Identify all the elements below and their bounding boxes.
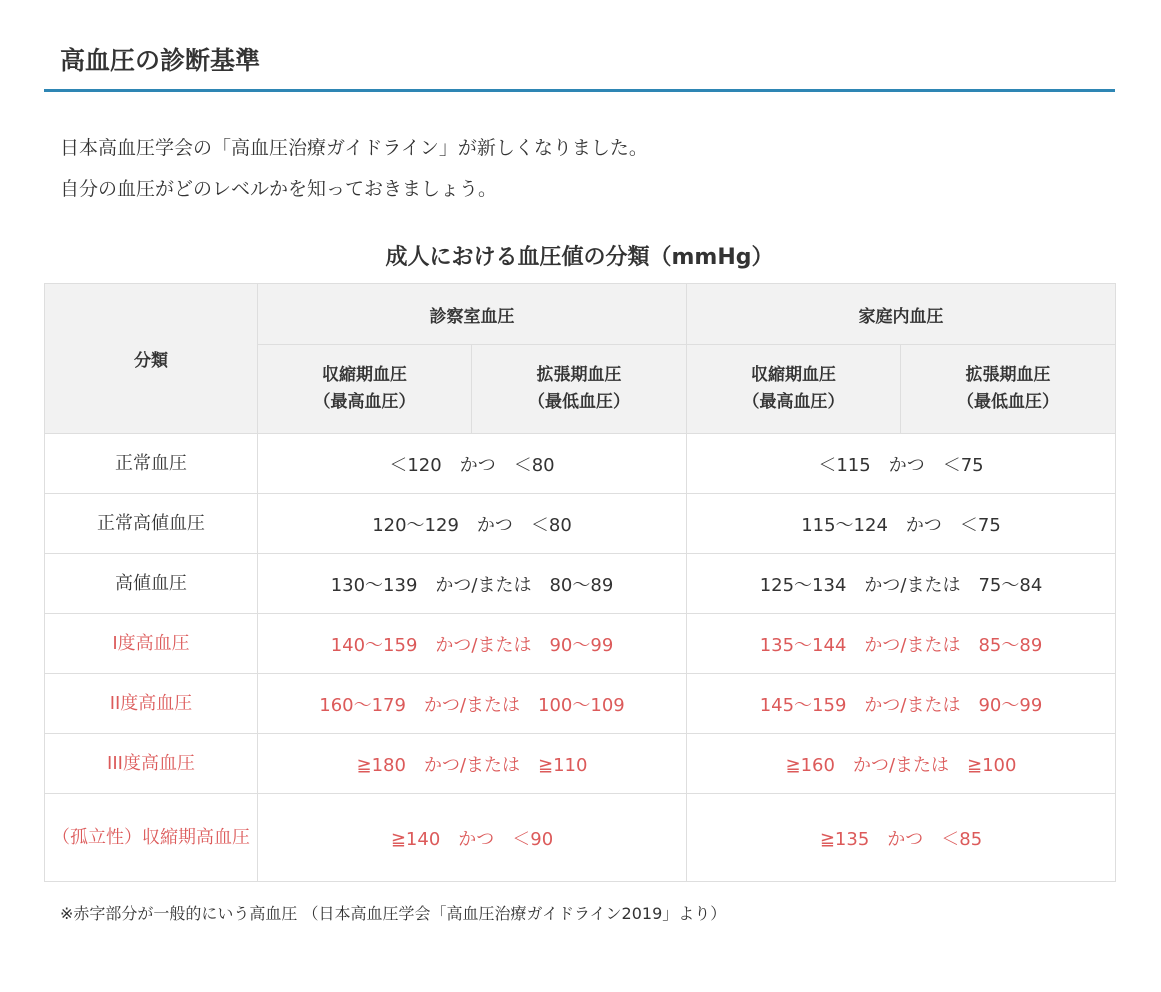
intro-line-1: 日本高血圧学会の「高血圧治療ガイドライン」が新しくなりました。 [60, 137, 648, 159]
systolic-sub-label: （最高血圧） [742, 392, 845, 412]
header-clinic-diastolic [472, 345, 687, 434]
home-value: 145〜159 かつ/または 90〜99 [687, 674, 1116, 734]
clinic-value: 140〜159 かつ/または 90〜99 [258, 614, 687, 674]
header-clinic-systolic [258, 345, 472, 434]
row-label: II度高血圧 [45, 674, 258, 734]
table-row-grade1 [45, 614, 1116, 674]
row-label: 高値血圧 [45, 554, 258, 614]
table-caption: 成人における血圧値の分類（mmHg） [385, 245, 774, 270]
header-row-1 [45, 284, 1116, 345]
footnote: ※赤字部分が一般的にいう高血圧 （日本高血圧学会「高血圧治療ガイドライン2019」より） [60, 904, 727, 923]
row-label: （孤立性）収縮期高血圧 [45, 794, 258, 882]
clinic-value: ＜120 かつ ＜80 [258, 434, 687, 494]
header-home-systolic [687, 345, 901, 434]
row-label: I度高血圧 [45, 614, 258, 674]
clinic-value: ≧180 かつ/または ≧110 [258, 734, 687, 794]
table-row-grade3 [45, 734, 1116, 794]
clinic-value: 120〜129 かつ ＜80 [258, 494, 687, 554]
diastolic-label: 拡張期血圧 [965, 365, 1051, 385]
home-value: 125〜134 かつ/または 75〜84 [687, 554, 1116, 614]
header-clinic-bp: 診察室血圧 [258, 284, 687, 345]
header-home-diastolic [901, 345, 1116, 434]
table-row-normal [45, 434, 1116, 494]
row-label: III度高血圧 [45, 734, 258, 794]
header-classification: 分類 [45, 284, 258, 434]
systolic-sub-label: （最高血圧） [313, 392, 416, 412]
home-value: 135〜144 かつ/または 85〜89 [687, 614, 1116, 674]
home-value: ≧135 かつ ＜85 [687, 794, 1116, 882]
diastolic-sub-label: （最低血圧） [957, 392, 1059, 412]
table-row-high-normal [45, 494, 1116, 554]
table-row-grade2 [45, 674, 1116, 734]
diastolic-sub-label: （最低血圧） [528, 392, 630, 412]
systolic-label: 収縮期血圧 [322, 365, 407, 385]
systolic-label: 収縮期血圧 [751, 365, 836, 385]
blood-pressure-table [44, 283, 1116, 882]
clinic-value: 130〜139 かつ/または 80〜89 [258, 554, 687, 614]
row-label: 正常血圧 [45, 434, 258, 494]
intro-text [60, 128, 648, 210]
clinic-value: ≧140 かつ ＜90 [258, 794, 687, 882]
home-value: 115〜124 かつ ＜75 [687, 494, 1116, 554]
page-title: 高血圧の診断基準 [60, 46, 261, 75]
diastolic-label: 拡張期血圧 [536, 365, 622, 385]
clinic-value: 160〜179 かつ/または 100〜109 [258, 674, 687, 734]
row-label: 正常高値血圧 [45, 494, 258, 554]
table-row-isolated-systolic [45, 794, 1116, 882]
intro-line-2: 自分の血圧がどのレベルかを知っておきましょう。 [60, 178, 498, 200]
home-value: ＜115 かつ ＜75 [687, 434, 1116, 494]
home-value: ≧160 かつ/または ≧100 [687, 734, 1116, 794]
header-home-bp: 家庭内血圧 [687, 284, 1116, 345]
section-heading [44, 36, 1115, 92]
table-row-elevated [45, 554, 1116, 614]
